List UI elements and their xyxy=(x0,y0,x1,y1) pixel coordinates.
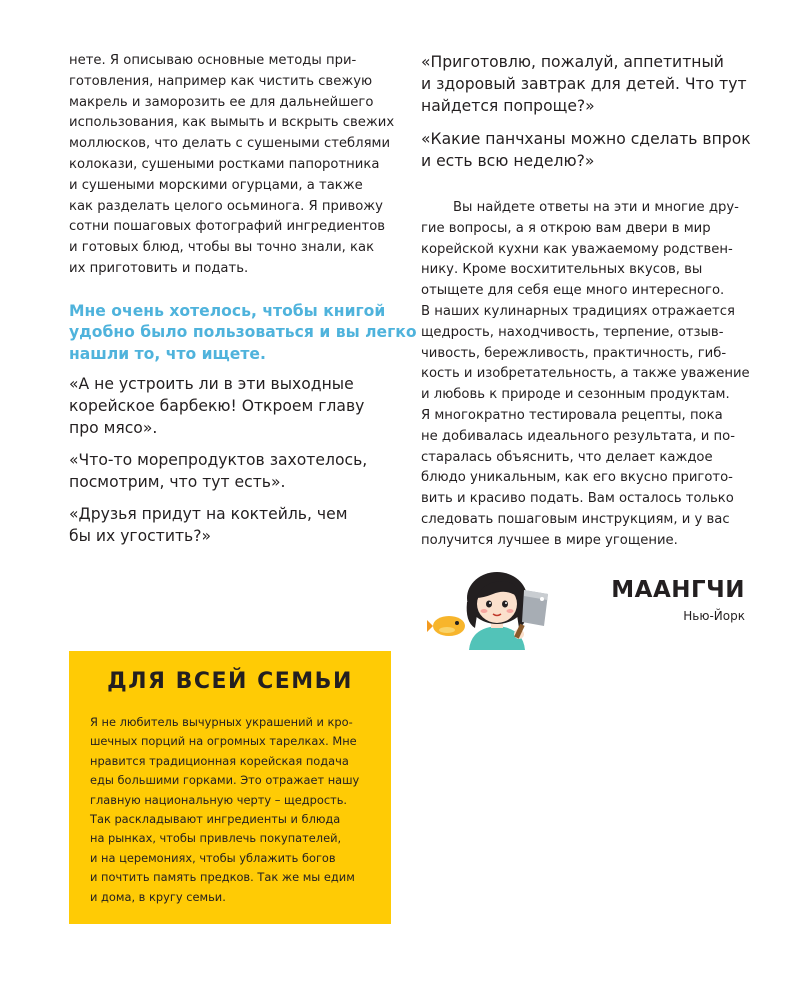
text-line: получится лучшее в мире угощение. xyxy=(421,532,678,548)
text-line: их приготовить и подать. xyxy=(69,260,249,276)
author-city: Нью-Йорк xyxy=(683,609,745,623)
quote-banchan xyxy=(421,128,751,172)
text-line: на рынках, чтобы привлечь покупателей, xyxy=(90,831,342,846)
text-line: В наших кулинарных традициях отражается xyxy=(421,303,735,319)
text-line: колокази, сушеными ростками папоротника xyxy=(69,156,380,172)
text-line: корейское барбекю! Откроем главу xyxy=(69,397,365,416)
text-line: бы их угостить?» xyxy=(69,527,212,546)
text-line: и любовь к природе и сезонным продуктам. xyxy=(421,387,730,403)
quote-seafood xyxy=(69,449,391,493)
text-line: как разделать целого осьминога. Я привожу xyxy=(69,198,383,214)
text-line: Я не любитель вычурных украшений и кро- xyxy=(90,715,353,729)
text-line: «А не устроить ли в эти выходные xyxy=(69,375,354,394)
text-line: и есть всю неделю?» xyxy=(421,152,595,170)
left-column xyxy=(69,51,417,547)
text-line: отыщете для себя еще много интересного. xyxy=(421,283,725,299)
text-line: использования, как вымыть и вскрыть свежих xyxy=(69,115,395,131)
text-line: вить и красиво подать. Вам осталось только xyxy=(421,491,734,507)
text-line: чивость, бережливость, практичность, гиб- xyxy=(421,345,727,361)
text-line: и почтить память предков. Так же мы едим xyxy=(90,870,355,885)
quote-cocktail xyxy=(69,503,391,547)
author-cartoon-with-cleaver-and-fish-icon xyxy=(427,572,559,650)
text-line: и на церемониях, чтобы ублажить богов xyxy=(90,850,336,865)
author-signature xyxy=(600,576,745,623)
text-line: Вы найдете ответы на эти и многие дру- xyxy=(453,200,739,215)
text-line: Я многократно тестировала рецепты, пока xyxy=(421,407,723,423)
text-line: старалась объяснить, что делает каждое xyxy=(421,449,713,465)
text-line: не добивалась идеального результата, и по- xyxy=(421,428,735,444)
family-sidebar-box xyxy=(69,651,391,924)
text-line: щедрость, находчивость, терпение, отзыв- xyxy=(421,324,724,340)
text-line: еды большими горками. Это отражает нашу xyxy=(90,773,360,788)
family-box-title: ДЛЯ ВСЕЙ СЕМЬИ xyxy=(107,669,353,694)
text-line: моллюсков, что делать с сушеными стеблями xyxy=(69,136,391,152)
quote-breakfast xyxy=(421,51,747,117)
highlight-heading xyxy=(69,301,417,366)
text-line: «Что-то морепродуктов захотелось, xyxy=(69,451,368,470)
text-line: нете. Я описываю основные методы при- xyxy=(69,53,357,68)
text-line: следовать пошаговым инструкциям, и у вас xyxy=(421,511,730,527)
text-line: Мне очень хотелось, чтобы книгой xyxy=(69,301,386,320)
text-line: и дома, в кругу семьи. xyxy=(90,889,226,904)
text-line: посмотрим, что тут есть». xyxy=(69,473,286,492)
family-box-text xyxy=(90,713,380,907)
text-line: готовления, например как чистить свежую xyxy=(69,73,373,89)
text-line: нашли то, что ищете. xyxy=(69,344,266,363)
text-line: про мясо». xyxy=(69,419,158,438)
text-line: нику. Кроме восхитительных вкусов, вы xyxy=(421,262,703,278)
text-line: нравится традиционная корейская подача xyxy=(90,753,349,768)
text-line: блюдо уникальным, как его вкусно пригото- xyxy=(421,470,733,486)
text-line: «Приготовлю, пожалуй, аппетитный xyxy=(421,53,724,71)
text-line: и здоровый завтрак для детей. Что тут xyxy=(421,75,747,93)
text-line: кость и изобретательность, а также уважение xyxy=(421,366,750,382)
text-line: и готовых блюд, чтобы вы точно знали, как xyxy=(69,240,375,256)
text-line: найдется попроще?» xyxy=(421,97,595,115)
text-line: и сушеными морскими огурцами, а также xyxy=(69,177,363,193)
text-line: гие вопросы, а я открою вам двери в мир xyxy=(421,220,711,236)
text-line: «Друзья придут на коктейль, чем xyxy=(69,505,348,524)
text-line: сотни пошаговых фотографий ингредиентов xyxy=(69,219,386,235)
intro-paragraph xyxy=(69,51,395,280)
text-line: макрель и заморозить ее для дальнейшего xyxy=(69,94,374,110)
text-line: Так раскладывают ингредиенты и блюда xyxy=(90,812,341,827)
text-line: шечных порций на огромных тарелках. Мне xyxy=(90,734,357,749)
text-line: главную национальную черту – щедрость. xyxy=(90,792,348,807)
text-line: удобно было пользоваться и вы легко xyxy=(69,323,417,342)
right-column xyxy=(421,51,751,552)
text-line: «Какие панчханы можно сделать впрок xyxy=(421,130,751,148)
author-name: МААНГЧИ xyxy=(611,577,745,603)
quote-barbecue xyxy=(69,373,391,439)
answer-paragraph xyxy=(421,198,750,552)
text-line: корейской кухни как уважаемому родствен- xyxy=(421,241,733,257)
